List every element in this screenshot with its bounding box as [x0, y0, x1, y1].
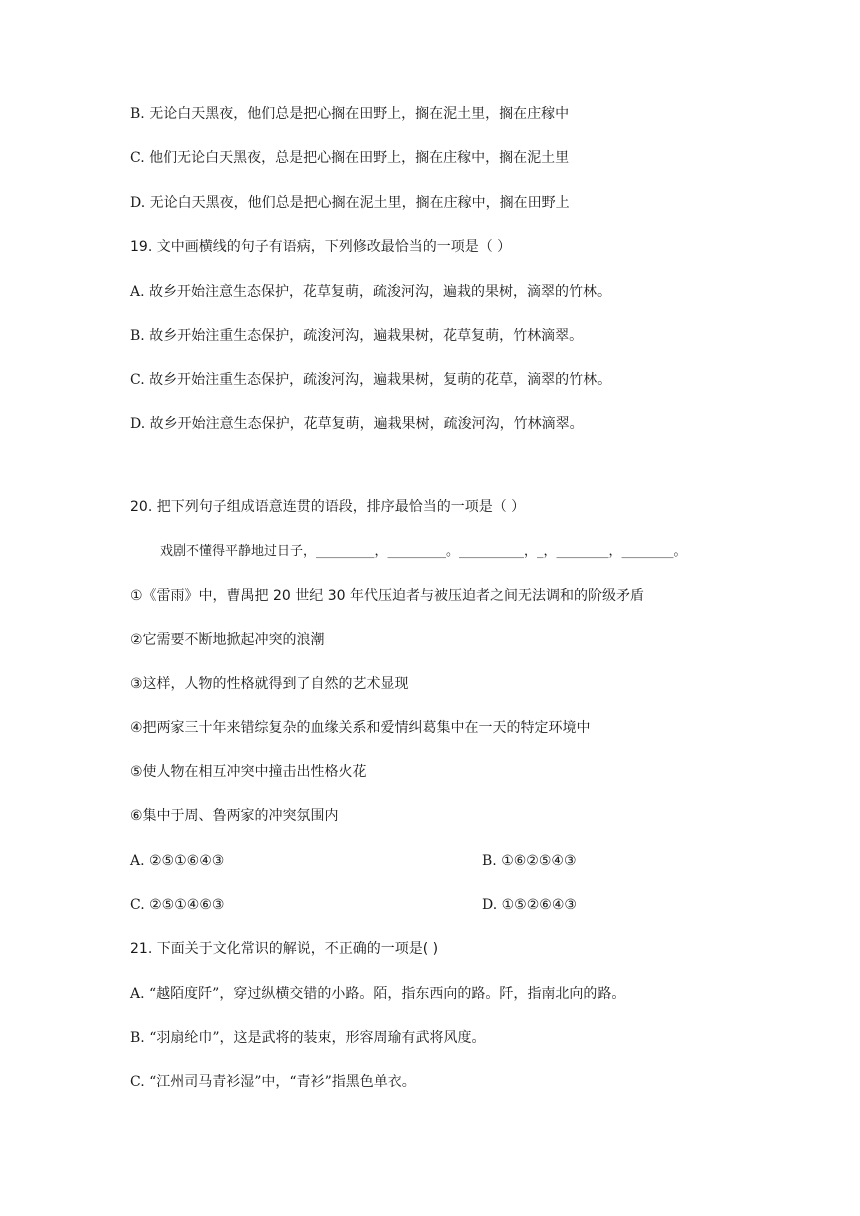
q20-item-5: ⑤使人物在相互冲突中撞击出性格火花 [130, 764, 367, 780]
q20-option-a: A. ②⑤①⑥④③ [130, 853, 225, 869]
q20-stem: 20. 把下列句子组成语意连贯的语段，排序最恰当的一项是（ ） [130, 499, 526, 515]
q19-stem: 19. 文中画横线的句子有语病，下列修改最恰当的一项是（ ） [130, 239, 512, 255]
q20-item-6: ⑥集中于周、鲁两家的冲突氛围内 [130, 808, 339, 824]
q20-option-d: D. ①⑤②⑥④③ [482, 897, 577, 913]
q19-option-d: D. 故乡开始注意生态保护，花草复萌，遍栽果树，疏浚河沟，竹林滴翠。 [130, 416, 584, 432]
q19-option-b: B. 故乡开始注重生态保护，疏浚河沟，遍栽果树，花草复萌，竹林滴翠。 [130, 328, 584, 344]
q18-option-d: D. 无论白天黑夜，他们总是把心搁在泥土里，搁在庄稼中，搁在田野上 [130, 195, 570, 211]
q19-option-a: A. 故乡开始注意生态保护，花草复萌，疏浚河沟，遍栽的果树，滴翠的竹林。 [130, 284, 612, 300]
q20-option-b: B. ①⑥②⑤④③ [482, 853, 577, 869]
q18-option-b: B. 无论白天黑夜，他们总是把心搁在田野上，搁在泥土里，搁在庄稼中 [130, 106, 570, 122]
q20-item-3: ③这样，人物的性格就得到了自然的艺术显现 [130, 676, 409, 692]
q21-option-a: A. “越陌度阡”，穿过纵横交错的小路。陌，指东西向的路。阡，指南北向的路。 [130, 986, 626, 1002]
q20-passage: 戏剧不懂得平静地过日子，_________，_________。__________，_，________，________。 [160, 544, 687, 559]
q20-item-2: ②它需要不断地掀起冲突的浪潮 [130, 632, 325, 648]
q19-option-c: C. 故乡开始注重生态保护，疏浚河沟，遍栽果树，复萌的花草，滴翠的竹林。 [130, 372, 612, 388]
q18-option-c: C. 他们无论白天黑夜，总是把心搁在田野上，搁在庄稼中，搁在泥土里 [130, 150, 570, 166]
q20-item-1: ①《雷雨》中，曹禺把 20 世纪 30 年代压迫者与被压迫者之间无法调和的阶级矛盾 [130, 588, 644, 604]
q20-item-4: ④把两家三十年来错综复杂的血缘关系和爱情纠葛集中在一天的特定环境中 [130, 720, 591, 736]
q21-option-b: B. “羽扇纶巾”，这是武将的装束，形容周瑜有武将风度。 [130, 1030, 486, 1046]
q21-option-c: C. “江州司马青衫湿”中，“青衫”指黑色单衣。 [130, 1074, 416, 1090]
q21-stem: 21. 下面关于文化常识的解说，不正确的一项是( ) [130, 941, 439, 957]
q20-option-c: C. ②⑤①④⑥③ [130, 897, 225, 913]
